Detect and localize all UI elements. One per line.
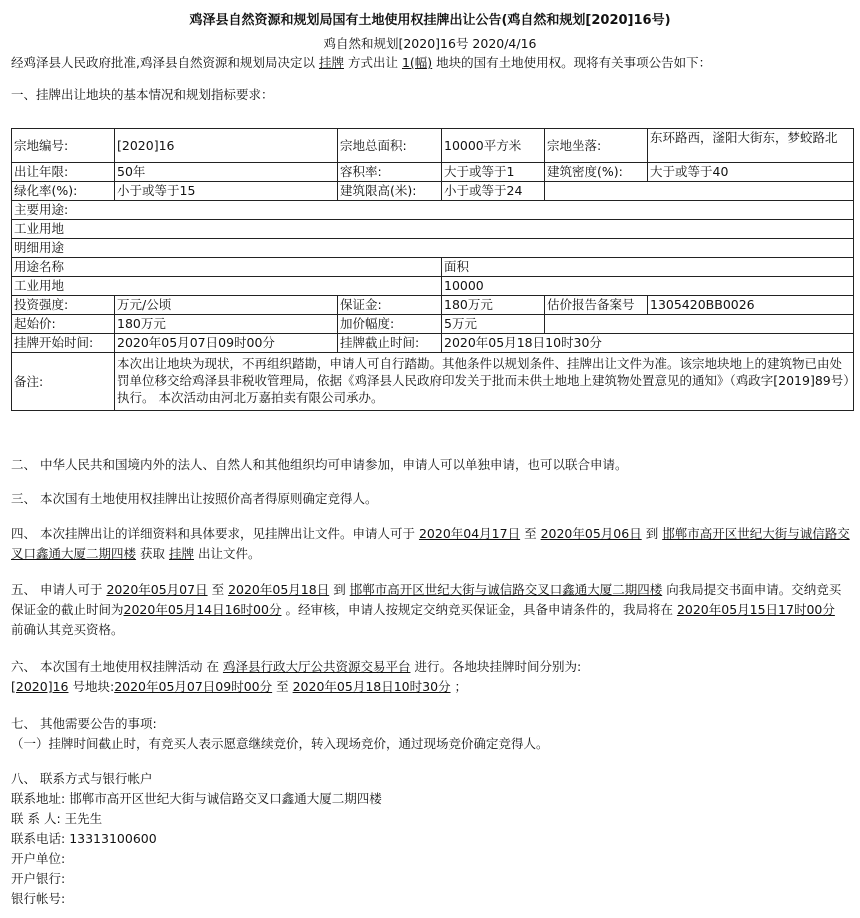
use-name: 工业用地 (12, 277, 442, 296)
start-price: 180万元 (115, 315, 338, 334)
s8-bank: 开户银行: (11, 871, 66, 886)
green-label: 绿化率(%): (12, 182, 115, 201)
s5-place: 邯郸市高开区世纪大街与诚信路交叉口鑫通大厦二期四楼 (349, 582, 663, 597)
increment: 5万元 (442, 315, 545, 334)
land-info-table (11, 128, 854, 411)
s5-date-to: 2020年05月18日 (228, 582, 330, 597)
table-row (12, 163, 854, 182)
s4-date-to: 2020年05月06日 (540, 526, 642, 541)
s8-account-no: 银行帐号: (11, 891, 66, 906)
density-label: 建筑密度(%): (545, 163, 648, 182)
section-4: 四、 本次挂牌出让的详细资料和具体要求，见挂牌出让文件。申请人可于 2020年04月17日 至 2020年05月06日 到 邯郸市高开区世纪大街与诚信路交叉口鑫通大厦二期四楼 获取 挂牌 出让文件。 (11, 526, 850, 561)
s6-parcel: [2020]16 (11, 679, 69, 694)
table-row (12, 334, 854, 353)
section-1-heading: 一、挂牌出让地块的基本情况和规划指标要求： (11, 87, 274, 102)
invest: 万元/公顷 (115, 296, 338, 315)
s8-contact: 联 系 人: 王先生 (11, 811, 103, 826)
main-use: 工业用地 (12, 220, 854, 239)
use-area: 10000 (442, 277, 854, 296)
section-3: 三、 本次国有土地使用权挂牌出让按照价高者得原则确定竞得人。 (11, 491, 378, 506)
table-row (12, 315, 854, 334)
empty-cell (545, 315, 854, 334)
list-end: 2020年05月18日10时30分 (442, 334, 854, 353)
list-end-label: 挂牌截止时间: (338, 334, 442, 353)
section-5: 五、 申请人可于 2020年05月07日 至 2020年05月18日 到 邯郸市高开区世纪大街与诚信路交叉口鑫通大厦二期四楼 向我局提交书面申请。交纳竞买保证金的截止时间为2020年05月14日16时00分 。经审核，申请人按规定交纳竞买保证金，具备申请条件的，我局将在 2020年05月15日17时00分 前确认其竞买资格。 (11, 582, 842, 637)
table-row (12, 201, 854, 220)
s8-phone: 联系电话: 13313100600 (11, 831, 157, 846)
document-number-date: 鸡自然和规划[2020]16号 2020/4/16 (323, 36, 537, 51)
s6-platform: 鸡泽县行政大厅公共资源交易平台 (222, 659, 411, 674)
intro-paragraph: 经鸡泽县人民政府批准,鸡泽县自然资源和规划局决定以 挂牌 方式出让 1(幅) 地块的国有土地使用权。现将有关事项公告如下： (11, 55, 712, 70)
s4-method: 挂牌 (169, 546, 195, 561)
remark-label: 备注: (12, 353, 115, 411)
s8-heading: 八、 联系方式与银行帐户 (11, 771, 153, 786)
section-2: 二、 中华人民共和国境内外的法人、自然人和其他组织均可申请参加，申请人可以单独申请，也可以联合申请。 (11, 457, 628, 472)
empty-cell (545, 182, 854, 201)
area-label: 面积 (442, 258, 854, 277)
appraisal: 1305420BB0026 (648, 296, 854, 315)
list-start: 2020年05月07日09时00分 (115, 334, 338, 353)
term: 50年 (115, 163, 338, 182)
start-price-label: 起始价: (12, 315, 115, 334)
s5-confirm-date: 2020年05月15日17时00分 (676, 602, 835, 617)
density: 大于或等于40 (648, 163, 854, 182)
s4-place: 邯郸市高开区世纪大街与诚信路交叉口鑫通大厦二期四楼 (11, 526, 850, 561)
far: 大于或等于1 (442, 163, 545, 182)
s7-heading: 七、 其他需要公告的事项: (11, 716, 157, 731)
s8-address: 联系地址: 邯郸市高开区世纪大街与诚信路交叉口鑫通大厦二期四楼 (11, 791, 382, 806)
intro-method: 挂牌 (318, 55, 344, 70)
parcel-no-label: 宗地编号: (12, 129, 115, 163)
parcel-no: [2020]16 (115, 129, 338, 163)
height-label: 建筑限高(米): (338, 182, 442, 201)
use-name-label: 用途名称 (12, 258, 442, 277)
total-area-label: 宗地总面积: (338, 129, 442, 163)
table-row (12, 258, 854, 277)
table-row (12, 220, 854, 239)
s6-start: 2020年05月07日09时00分 (114, 679, 273, 694)
s8-account-unit: 开户单位: (11, 851, 66, 866)
deposit-label: 保证金: (338, 296, 442, 315)
location-label: 宗地坐落: (545, 129, 648, 163)
invest-label: 投资强度: (12, 296, 115, 315)
remark: 本次出让地块为现状，不再组织踏勘，申请人可自行踏勘。其他条件以规划条件、挂牌出让文件为准。该宗地块地上的建筑物已由处罚单位移交给鸡泽县非税收管理局，依据《鸡泽县人民政府印发关于批而未供土地地上建筑物处置意见的通知》（鸡政字[2019]89号）执行。 本次活动由河北万嘉拍卖有限公司承办。 (115, 353, 854, 411)
appraisal-label: 估价报告备案号 (545, 296, 648, 315)
increment-label: 加价幅度: (338, 315, 442, 334)
section-6: 六、 本次国有土地使用权挂牌活动 在 鸡泽县行政大厅公共资源交易平台 进行。各地块挂牌时间分别为: [2020]16 号地块:2020年05月07日09时00分 至 2020年05月18日10时30分 ； (11, 659, 582, 694)
list-start-label: 挂牌开始时间: (12, 334, 115, 353)
table-row (12, 277, 854, 296)
table-row (12, 239, 854, 258)
intro-count: 1(幅) (401, 55, 433, 70)
table-row (12, 129, 854, 163)
section-8 (11, 769, 851, 909)
table-row (12, 296, 854, 315)
term-label: 出让年限: (12, 163, 115, 182)
page-title: 鸡泽县自然资源和规划局国有土地使用权挂牌出让公告(鸡自然和规划[2020]16号) (189, 13, 671, 28)
main-use-label: 主要用途: (12, 201, 854, 220)
detail-use-label: 明细用途 (12, 239, 854, 258)
s5-date-from: 2020年05月07日 (106, 582, 208, 597)
height: 小于或等于24 (442, 182, 545, 201)
location: 东环路西，滏阳大街东，梦蛟路北 (648, 129, 854, 163)
deposit: 180万元 (442, 296, 545, 315)
table-row (12, 182, 854, 201)
table-row (12, 353, 854, 411)
green: 小于或等于15 (115, 182, 338, 201)
far-label: 容积率: (338, 163, 442, 182)
s4-date-from: 2020年04月17日 (418, 526, 521, 541)
s7-item-1: （一）挂牌时间截止时，有竞买人表示愿意继续竞价，转入现场竞价，通过现场竞价确定竞得人。 (11, 736, 549, 751)
s6-end: 2020年05月18日10时30分 (292, 679, 451, 694)
s5-deposit-deadline: 2020年05月14日16时00分 (123, 602, 282, 617)
section-7 (11, 714, 851, 754)
total-area: 10000平方米 (442, 129, 545, 163)
